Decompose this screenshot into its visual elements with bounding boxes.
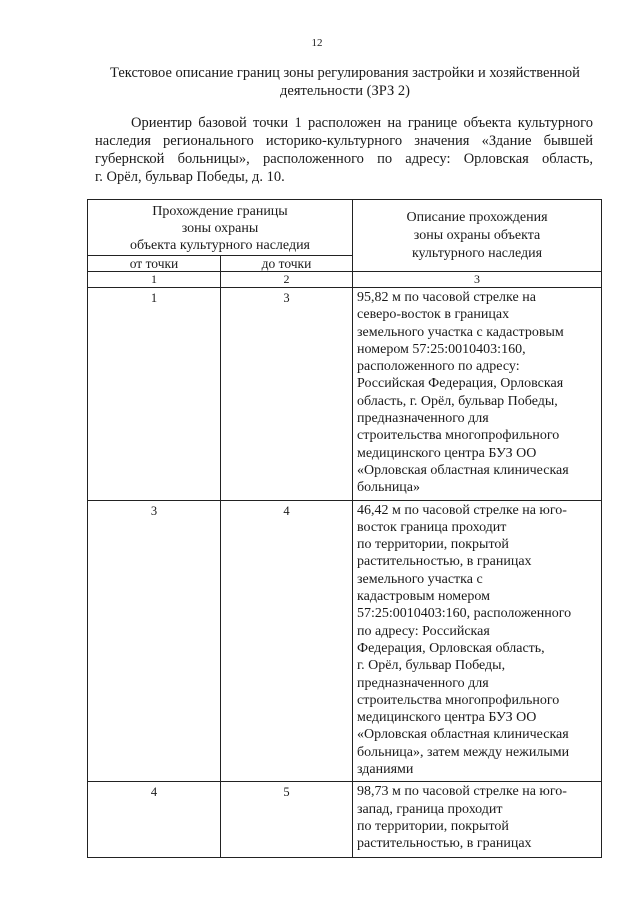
header-line: культурного наследия — [411, 245, 543, 261]
description-line: медицинского центра БУЗ ОО — [357, 445, 537, 461]
boundary-passage-header — [88, 200, 353, 256]
table-row — [88, 500, 602, 782]
description-line: 95,82 м по часовой стрелке на — [357, 290, 536, 305]
header-line: Прохождение границы — [152, 204, 288, 219]
description-line: Федерация, Орловская область, — [357, 640, 545, 656]
description-line: растительностью, в границах — [357, 836, 532, 852]
header-line: зоны охраны — [181, 221, 259, 236]
to-point-cell: 4 — [221, 500, 353, 782]
title-line: Текстовое описание границ зоны регулирования застройки и хозяйственной — [110, 65, 580, 81]
column-number: 3 — [353, 272, 602, 288]
table-row — [88, 288, 602, 501]
description-line: восток граница проходит — [357, 519, 507, 535]
description-cell — [353, 782, 602, 858]
from-point-cell: 1 — [88, 288, 221, 501]
description-line: по адресу: Российская — [357, 623, 490, 639]
description-line: земельного участка с кадастровым — [357, 324, 564, 340]
intro-line: наследия регионального историко-культурного значения «Здание бывшей — [95, 133, 593, 149]
intro-line: Ориентир базовой точки 1 расположен на границе объекта культурного — [131, 115, 593, 131]
description-line: предназначенного для — [357, 411, 489, 427]
description-line: строительства многопрофильного — [357, 692, 560, 708]
column-number: 2 — [221, 272, 353, 288]
table-row — [88, 782, 602, 858]
description-line: г. Орёл, бульвар Победы, — [357, 658, 506, 674]
description-line: «Орловская областная клиническая — [357, 462, 569, 478]
intro-line: губернской больницы», расположенного по адресу: Орловская область, — [95, 151, 593, 167]
header-line: объекта культурного наследия — [130, 238, 310, 253]
description-line: растительностью, в границах — [357, 554, 532, 570]
to-point-cell: 5 — [221, 782, 353, 858]
description-cell — [353, 500, 602, 782]
document-title — [90, 64, 600, 100]
description-line: медицинского центра БУЗ ОО — [357, 710, 537, 726]
boundary-table — [87, 199, 602, 858]
to-point-header: до точки — [221, 256, 353, 272]
description-line: кадастровым номером — [357, 589, 490, 605]
description-line: строительства многопрофильного — [357, 428, 560, 444]
description-line: запад, граница проходит — [357, 801, 503, 817]
description-line: земельного участка с — [357, 571, 483, 587]
from-point-header: от точки — [88, 256, 221, 272]
description-line: северо-восток в границах — [357, 307, 510, 323]
description-line: по территории, покрытой — [357, 537, 509, 553]
from-point-cell: 4 — [88, 782, 221, 858]
description-line: больница», затем между нежилыми — [357, 744, 570, 760]
description-line: расположенного по адресу: — [357, 359, 520, 375]
title-line: деятельности (ЗРЗ 2) — [280, 83, 410, 99]
to-point-cell: 3 — [221, 288, 353, 501]
page-number: 12 — [311, 37, 323, 49]
description-line: Российская Федерация, Орловская — [357, 376, 564, 392]
description-line: 98,73 м по часовой стрелке на юго- — [357, 784, 567, 800]
column-number: 1 — [88, 272, 221, 288]
description-line: по территории, покрытой — [357, 818, 509, 834]
intro-line: г. Орёл, бульвар Победы, д. 10. — [95, 169, 285, 185]
description-line: зданиями — [357, 762, 414, 778]
description-header — [353, 200, 602, 272]
description-line: область, г. Орёл, бульвар Победы, — [357, 393, 558, 409]
header-line: зоны охраны объекта — [413, 227, 541, 243]
header-line: Описание прохождения — [406, 209, 548, 225]
description-line: «Орловская областная клиническая — [357, 727, 569, 743]
description-line: больница» — [357, 480, 421, 496]
description-line: 57:25:0010403:160, расположенного — [357, 606, 572, 622]
intro-paragraph — [95, 114, 593, 186]
description-line: 46,42 м по часовой стрелке на юго- — [357, 502, 567, 518]
from-point-cell: 3 — [88, 500, 221, 782]
description-cell — [353, 288, 602, 501]
description-line: предназначенного для — [357, 675, 489, 691]
description-line: номером 57:25:0010403:160, — [357, 341, 526, 357]
